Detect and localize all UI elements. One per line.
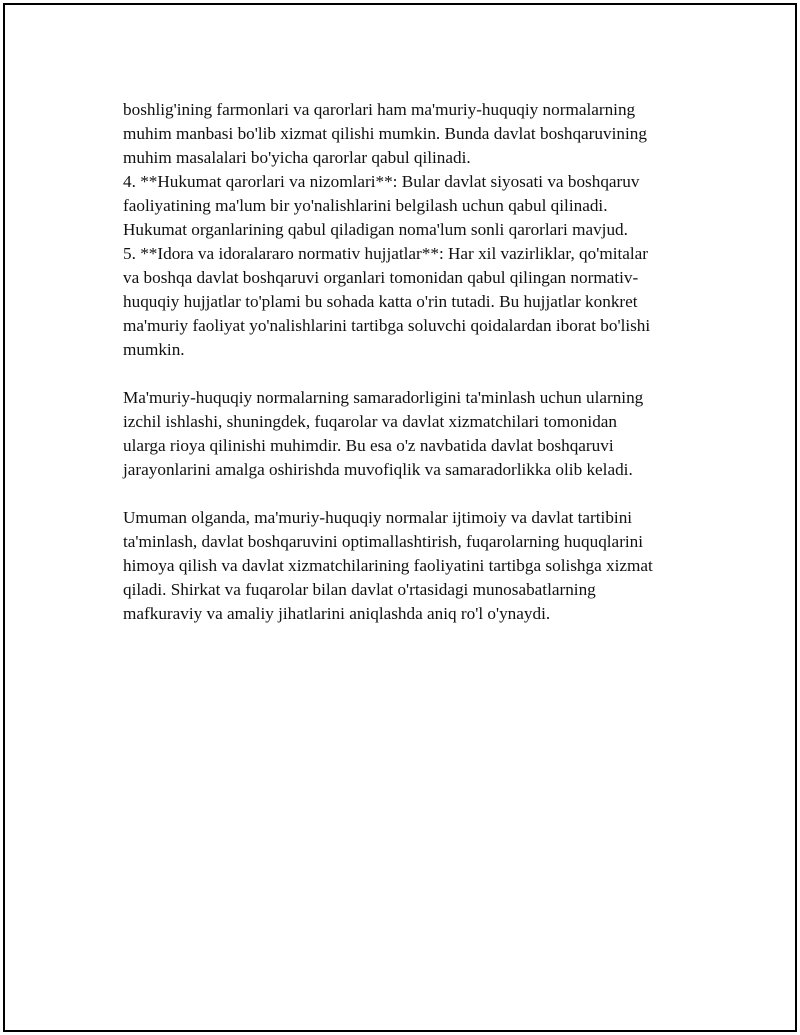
paragraph-2-line: jarayonlarini amalga oshirishda muvofiqlik va samaradorlikka olib keladi.	[123, 460, 633, 479]
list-item-4-line: faoliyatining ma'lum bir yo'nalishlarini belgilash uchun qabul qilinadi.	[123, 196, 608, 215]
paragraph-2-line: ularga rioya qilinishi muhimdir. Bu esa o'z navbatida davlat boshqaruvi	[123, 436, 614, 455]
paragraph-3-line: qiladi. Shirkat va fuqarolar bilan davlat o'rtasidagi munosabatlarning	[123, 580, 596, 599]
text-line: boshlig'ining farmonlari va qarorlari ham ma'muriy-huquqiy normalarning	[123, 100, 636, 119]
list-item-5-line: va boshqa davlat boshqaruvi organlari tomonidan qabul qilingan normativ-	[123, 268, 639, 287]
text-line: muhim masalalari bo'yicha qarorlar qabul qilinadi.	[123, 148, 471, 167]
paragraph-2-line: izchil ishlashi, shuningdek, fuqarolar va davlat xizmatchilari tomonidan	[123, 412, 618, 431]
document-body	[123, 98, 703, 626]
paragraph-2-line: Ma'muriy-huquqiy normalarning samaradorligini ta'minlash uchun ularning	[123, 388, 644, 407]
list-item-4-line: Hukumat organlarining qabul qiladigan noma'lum sonli qarorlari mavjud.	[123, 220, 628, 239]
list-item-5-line: mumkin.	[123, 340, 185, 359]
paragraph-3-line: mafkuraviy va amaliy jihatlarini aniqlashda aniq ro'l o'ynaydi.	[123, 604, 551, 623]
paragraph-3-line: Umuman olganda, ma'muriy-huquqiy normalar ijtimoiy va davlat tartibini	[123, 508, 633, 527]
paragraph-3-line: himoya qilish va davlat xizmatchilarining faoliyatini tartibga solishga xizmat	[123, 556, 653, 575]
list-item-5-line: 5. **Idora va idoralararo normativ hujjatlar**: Har xil vazirliklar, qo'mitalar	[123, 244, 649, 263]
paragraph-3-line: ta'minlash, davlat boshqaruvini optimallashtirish, fuqarolarning huquqlarini	[123, 532, 644, 551]
list-item-4-line: 4. **Hukumat qarorlari va nizomlari**: Bular davlat siyosati va boshqaruv	[123, 172, 640, 191]
page-frame	[3, 3, 797, 1032]
list-item-5-line: huquqiy hujjatlar to'plami bu sohada katta o'rin tutadi. Bu hujjatlar konkret	[123, 292, 638, 311]
text-line: muhim manbasi bo'lib xizmat qilishi mumkin. Bunda davlat boshqaruvining	[123, 124, 647, 143]
list-item-5-line: ma'muriy faoliyat yo'nalishlarini tartibga soluvchi qoidalardan iborat bo'lishi	[123, 316, 651, 335]
